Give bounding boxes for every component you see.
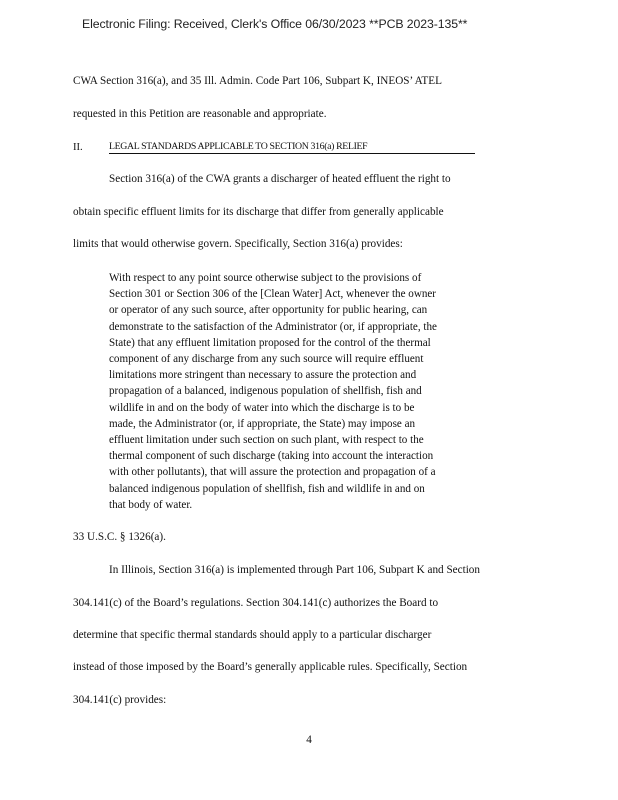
citation: 33 U.S.C. § 1326(a). xyxy=(73,531,166,543)
page-number: 4 xyxy=(306,734,312,746)
body-line: instead of those imposed by the Board’s generally applicable rules. Specifically, Section xyxy=(73,661,468,673)
quote-line: wildlife in and on the body of water into which the discharge is to be xyxy=(109,401,415,414)
body-line: 304.141(c) provides: xyxy=(73,694,167,706)
quote-line: balanced indigenous population of shellfish, fish and wildlife in and on xyxy=(109,482,425,495)
body-line: determine that specific thermal standards should apply to a particular discharger xyxy=(73,629,432,641)
block-quote xyxy=(109,270,479,513)
section-heading: LEGAL STANDARDS APPLICABLE TO SECTION 316(a) RELIEF xyxy=(109,142,475,154)
body-line: 304.141(c) of the Board’s regulations. Section 304.141(c) authorizes the Board to xyxy=(73,597,439,609)
section-number: II. xyxy=(73,142,83,153)
quote-line: or operator of any such source, after opportunity for public hearing, can xyxy=(109,304,428,317)
body-line: limits that would otherwise govern. Specifically, Section 316(a) provides: xyxy=(73,238,403,250)
body-line: requested in this Petition are reasonable and appropriate. xyxy=(73,108,327,120)
quote-line: With respect to any point source otherwise subject to the provisions of xyxy=(109,272,422,284)
quote-line: thermal component of such discharge (taking into account the interaction xyxy=(109,450,434,463)
quote-line: demonstrate to the satisfaction of the Administrator (or, if appropriate, the xyxy=(109,320,437,333)
quote-line: Section 301 or Section 306 of the [Clean Water] Act, whenever the owner xyxy=(109,288,436,301)
quote-line: with other pollutants), that will assure the protection and propagation of a xyxy=(109,466,436,479)
quote-line: that body of water. xyxy=(109,498,193,511)
quote-line: made, the Administrator (or, if appropriate, the State) may impose an xyxy=(109,417,416,430)
quote-line: effluent limitation under such section on such plant, with respect to the xyxy=(109,434,424,447)
quote-line: limitations more stringent than necessary to assure the protection and xyxy=(109,369,417,382)
quote-line: propagation of a balanced, indigenous population of shellfish, fish and xyxy=(109,385,422,398)
body-line: obtain specific effluent limits for its discharge that differ from generally applicable xyxy=(73,206,444,218)
body-line: CWA Section 316(a), and 35 Ill. Admin. Code Part 106, Subpart K, INEOS’ ATEL xyxy=(73,75,442,87)
quote-line: State) that any effluent limitation proposed for the control of the thermal xyxy=(109,336,431,349)
body-line: In Illinois, Section 316(a) is implemented through Part 106, Subpart K and Section xyxy=(109,564,480,576)
filing-stamp-header: Electronic Filing: Received, Clerk's Office 06/30/2023 **PCB 2023-135** xyxy=(82,17,468,31)
body-line: Section 316(a) of the CWA grants a discharger of heated effluent the right to xyxy=(109,173,451,185)
quote-line: component of any discharge from any such source will require effluent xyxy=(109,353,424,366)
